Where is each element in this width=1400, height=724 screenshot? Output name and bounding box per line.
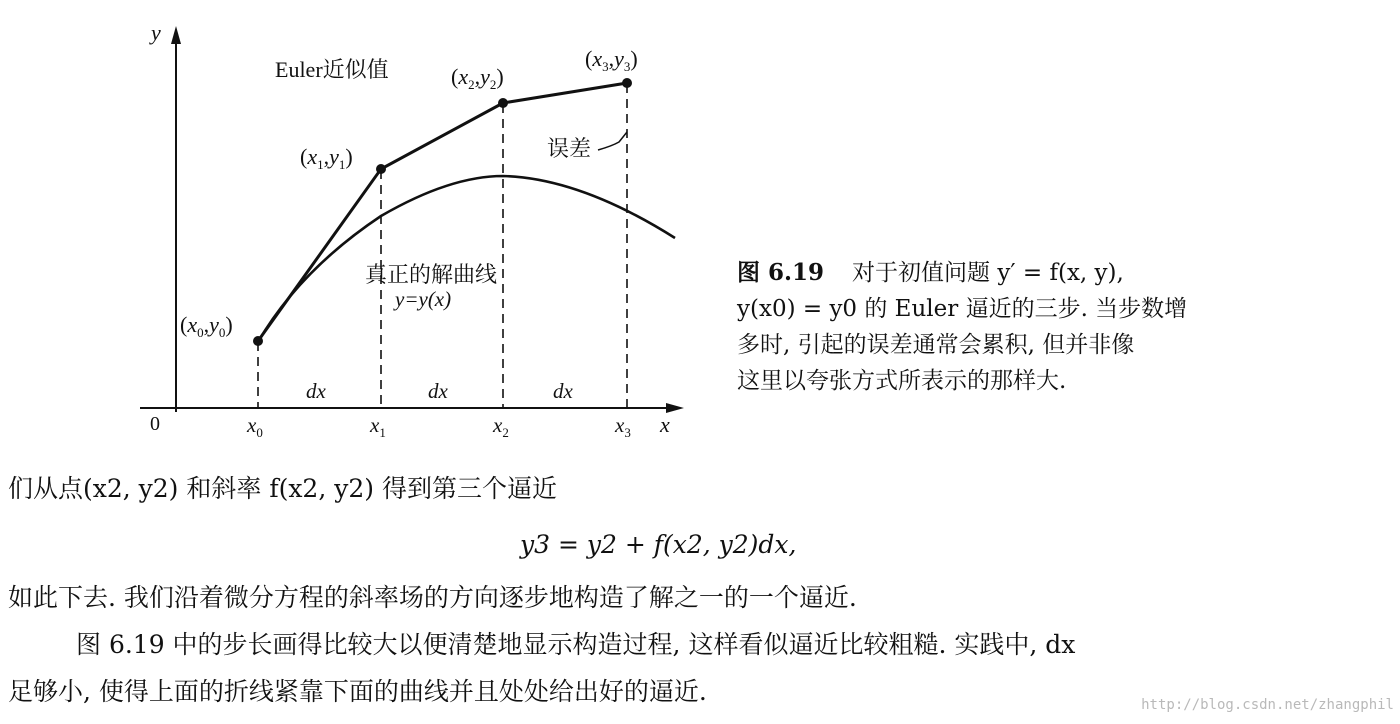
error-label: 误差 [547,136,592,161]
x-axis-label: x [660,412,670,437]
body-line-5: 足够小, 使得上面的折线紧靠下面的曲线并且处处给出好的逼近. [8,677,707,706]
point-label-1: $(x_1,y_1)$ [300,144,353,172]
body-line-1: 们从点(x2, y2) 和斜率 f(x2, y2) 得到第三个逼近 [8,474,557,503]
point-0 [253,336,263,346]
true-curve-equation: y=y(x) [395,287,452,311]
tick-x3: $x_3$ [615,413,631,440]
euler-method-figure [0,0,720,450]
euler-label: Euler近似值 [275,57,389,82]
point-3 [622,78,632,88]
body-equation: y3 = y2 + f(x2, y2)dx, [520,530,797,559]
caption-line-4: 这里以夸张方式所表示的那样大. [737,368,1067,394]
true-solution-curve [258,176,675,342]
true-curve-label: 真正的解曲线 [365,262,498,287]
tick-x2: $x_2$ [493,413,509,440]
point-label-3: $(x_3,y_3)$ [585,46,638,74]
body-line-3: 如此下去. 我们沿着微分方程的斜率场的方向逐步地构造了解之一的一个逼近. [8,583,857,612]
y-axis-label: y [151,20,161,45]
origin-label: 0 [150,413,160,435]
dx-label-2: dx [428,379,448,403]
caption-label: 图 6.19 [737,259,825,286]
point-label-2: $(x_2,y_2)$ [451,64,504,92]
caption-line-3: 多时, 引起的误差通常会累积, 但并非像 [737,332,1135,358]
tick-x1: $x_1$ [370,413,386,440]
tick-x0: $x_0$ [247,413,263,440]
dx-label-3: dx [553,379,573,403]
caption-line-2: y(x0) = y0 的 Euler 逼近的三步. 当步数增 [737,296,1188,322]
body-line-4: 图 6.19 中的步长画得比较大以便清楚地显示构造过程, 这样看似逼近比较粗糙. 实践中, dx [76,630,1076,659]
y-axis-arrow [171,26,181,44]
point-2 [498,98,508,108]
dx-label-1: dx [306,379,326,403]
point-1 [376,164,386,174]
watermark: http://blog.csdn.net/zhangphil [1141,697,1394,713]
caption-line-1: 图 6.19 对于初值问题 y′ = f(x, y), [737,259,1124,286]
error-leader-line [598,132,627,150]
point-label-0: $(x_0,y_0)$ [180,312,233,340]
figure-caption [737,255,1387,399]
